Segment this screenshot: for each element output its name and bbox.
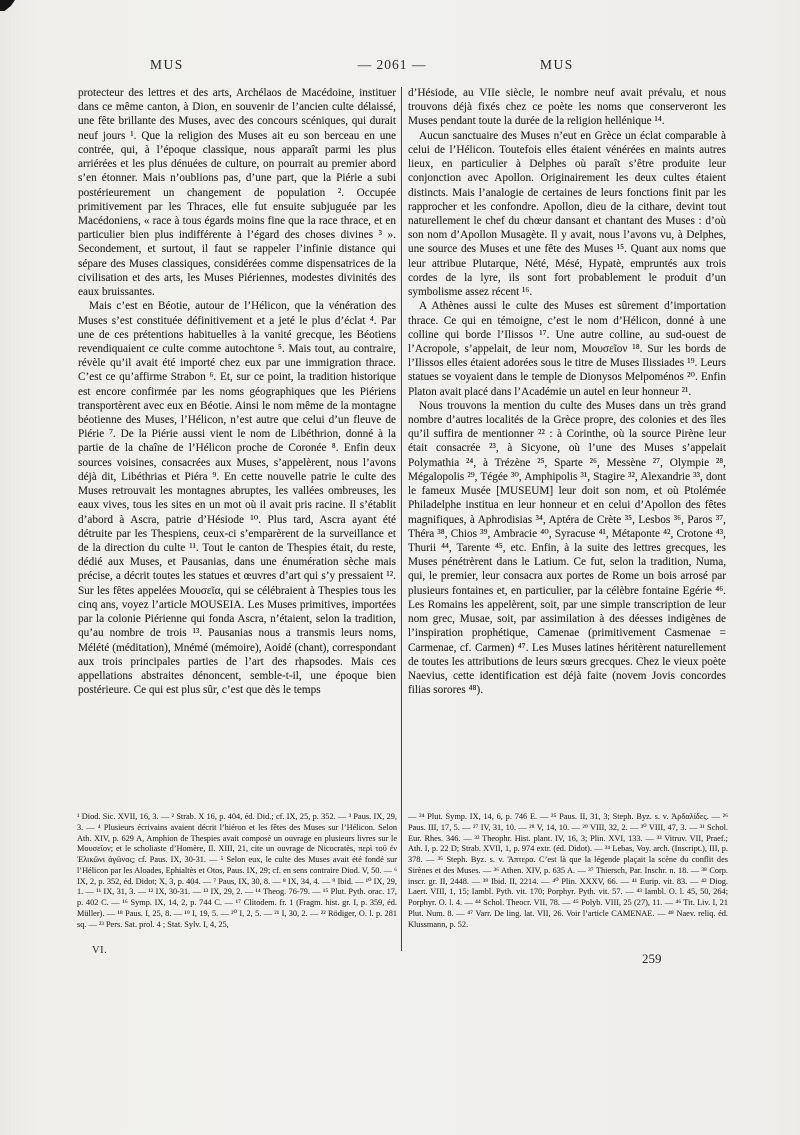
paragraph: d’Hésiode, au VIIe siècle, le nombre neuf avait prévalu, et nous trouvons déjà fixés chez ce poète les noms que conserveront les Muses pendant toute la durée de la religion hellénique ¹⁴.: [408, 87, 726, 128]
paragraph: Mais c’est en Béotie, autour de l’Hélicon, que la vénération des Muses s’est constituée définitivement et a jeté le plus d’éclat ⁴. Par une de ces prétentions habituelles à la vanité grecque, les Béotiens revendiquaient ce culte comme autochtone ⁵. Mais tout, au contraire, révèle qu’il avait été importé chez eux par une immigration thrace. C’est ce qu’affirme Strabon ⁶. Et, sur ce point, la tradition historique est encore confirmée par les noms géographiques que les Piériens transportèrent avec eux en Béotie. Ainsi le nom même de la montagne béotienne des Muses, l’Hélicon, n’est autre que celui d’un fleuve de Piérie ⁷. De la Piérie aussi vient le nom de Libéthrion, donné à la partie de la chaîne de l’Hélicon proche de Coronée ⁸. Enfin deux sources voisines, consacrées aux Muses, s’appelèrent, nous l’avons déjà dit, Libéthrias et Piéra ⁹. En cette nouvelle patrie le culte des Muses retrouvait les montagnes abruptes, les vallées ombreuses, les eaux vives, tous les sites en un mot où il avait pris racine. Il s’établit d’abord à Ascra, patrie d’Hésiode ¹⁰. Plus tard, Ascra ayant été détruite par les Thespiens, ceux-ci s’emparèrent de la surveillance et de la direction du culte ¹¹. Tout le canton de Thespies était, du reste, dédié aux Muses, et Pausanias, dans une énumération sèche mais précise, a décrit toutes les statues et œuvres d’art qui s’y pressaient ¹². Sur les fêtes appelées Μουσεῖα, qui se célébraient à Thespies tous les cinq ans, voyez l’article MOUSEIA. Les Muses primitives, importées par la colonie Piérienne qui fonda Ascra, n’étaient, selon la tradition, qu’au nombre de trois ¹³. Pausanias nous a transmis leurs noms, Mélété (méditation), Mnémé (mémoire), Aoidé (chant), correspondant aux trois principales parties de l’art des rhapsodes. Mais ces appellations abstraites dénoncent, semble-t-il, une époque bien postérieure. Ce qui est plus sûr, c’est que dès le temps: [78, 300, 396, 697]
running-head-left: MUS: [150, 57, 184, 72]
paragraph: A Athènes aussi le culte des Muses est sûrement d’importation thrace. Ce qui en témoigne, c’est le nom d’Hélicon, donné à une colline qui borde l’Ilissos ¹⁷. Une autre colline, au sud-ouest de l’Acropole, s’appelait, de leur nom, Μουσεῖον ¹⁸. Sur les bords de l’Ilissos elles étaient adorées sous le titre de Muses Ilissiades ¹⁹. Leurs statues se voyaient dans le temple de Dionysos Melpoménos ²⁰. Enfin Platon avait placé dans l’Académie un autel en leur honneur ²¹.: [408, 300, 726, 398]
page-number-footer: 259: [642, 951, 662, 966]
paragraph: protecteur des lettres et des arts, Archélaos de Macédoine, instituer dans ce même canton, à Dion, en souvenir de l’ancien culte délaissé, une fête brillante des Muses, avec des concours scéniques, qui durait neuf jours ¹. Que la religion des Muses ait eu son berceau en une contrée, qui, à l’époque classique, nous apparaît parmi les plus arriérées et les plus dénuées de culture, on pourrait au premier abord s’en étonner. Mais n’oublions pas, d’une part, que la Piérie a subi postérieurement un changement de population ². Occupée primitivement par les Thraces, elle fut ensuite subjuguée par les Macédoniens, « race à tous égards moins fine que la race thrace, et en particulier bien plus indifférente à l’égard des choses divines ³ ». Secondement, et surtout, il faut se rappeler l’infinie distance qui sépare des Muses classiques, considérées comme dispensatrices de la civilisation et des arts, les Muses Piériennes, modestes divinités des eaux bruissantes.: [78, 87, 396, 299]
paragraph: Nous trouvons la mention du culte des Muses dans un très grand nombre d’autres localités de la Grèce propre, des colonies et des îles qu’il suffira de mentionner ²² : à Corinthe, où la source Pirène leur était consacrée ²³, à Sicyone, où l’une des Muses s’appelait Polymathia ²⁴, à Trézène ²⁵, Sparte ²⁶, Messène ²⁷, Olympie ²⁸, Mégalopolis ²⁹, Tégée ³⁰, Amphipolis ³¹, Stagire ³², Alexandrie ³³, dont le fameux Musée [MUSEUM] leur doit son nom, et où Ptolémée Philadelphe institua en leur honneur et en celui d’Apollon des fêtes magnifiques, à Aphrodisias ³⁴, Aptéra de Crète ³⁵, Lesbos ³⁶, Paros ³⁷, Théra ³⁸, Chios ³⁹, Ambracie ⁴⁰, Syracuse ⁴¹, Métaponte ⁴², Crotone ⁴³, Thurii ⁴⁴, Tarente ⁴⁵, etc. Enfin, à la suite des lettres grecques, les Muses pénétrèrent dans le Latium. Ce fut, selon la tradition, Numa, qui, le premier, leur consacra aux portes de Rome un bois arrosé par plusieurs fontaines et, en particulier, par la célèbre fontaine Egérie ⁴⁶. Les Romains les appelèrent, soit, par une simple transcription de leur nom grec, Musae, soit, par assimilation à des déesses indigènes de l’inspiration prophétique, Camenae (primitivement Casmenae = Carmenae, cf. Carmen) ⁴⁷. Les Muses latines héritèrent naturellement de toutes les attributions de leurs sœurs grecques. Chez le vieux poète Naevius, cette identification est déjà faite (novem Jovis concordes filias sorores ⁴⁸).: [408, 399, 726, 697]
running-head-right: MUS: [540, 57, 574, 72]
footnotes-right: — ²⁴ Plut. Symp. IX, 14, 6, p. 746 E. — ²⁵ Paus. II, 31, 3; Steph. Byz. s. v. Ἀρδαλίδες. — ²⁶ Paus. III, 17, 5. — ²⁷ IV, 31, 10. — ²⁸ V, 14, 10. — ²⁹ VIII, 32, 2. — ³⁰ VIII, 47, 3. — ³¹ Schol. Eur. Rhes. 346. — ³² Theophr. Hist. plant. IV, 16, 3; Plin. XVI, 133. — ³³ Vitruv. VII, Praef.; Ath. I, p. 22 D; Strab. XVII, 1, p. 974 extr. (éd. Didot). — ³⁴ Lebas, Voy. arch. (Inscript.), III, p. 378. — ³⁵ Steph. Byz. s. v. Ἄπτερα. C’est là que la légende plaçait la scène du conflit des Sirènes et des Muses. — ³⁶ Athen. XIV, p. 635 A. — ³⁷ Thiersch, Par. Inschr. n. 18. — ³⁸ Corp. inscr. gr. II, 2448. — ³⁹ Ibid. II, 2214. — ⁴⁰ Plin. XXXV, 66. — ⁴¹ Eurip. vit. 83. — ⁴² Diog. Laert. VIII, 1, 15; Iambl. Pyth. vit. 170; Porphyr. Pyth. vit. 57. — ⁴³ Iambl. O. l. 45, 50, 264; Porphyr. O. l. 4. — ⁴⁴ Schol. Theocr. VII, 78. — ⁴⁵ Polyb. VIII, 25 (27), 11. — ⁴⁶ Tit. Liv. I, 21 Plut. Num. 8. — ⁴⁷ Varr. De ling. lat. VII, 26. Voir l’article CAMENAE. — ⁴⁸ Naev. reliq. éd. Klussmann, p. 52.: [408, 812, 728, 929]
footnotes-left: ¹ Diod. Sic. XVII, 16, 3. — ² Strab. X 16, p. 404, éd. Did.; cf. IX, 25, p. 352. — ³ Paus. IX, 29, 3. — ⁴ Plusieurs écrivains avaient décrit l’hiéron et les fêtes des Muses sur l’Hélicon. Selon Ath. XIV, p. 629 A, Amphion de Thespies avait composé un ouvrage en plusieurs livres sur le Μουσεῖον; et le scholiaste d’Homère, Il. XIII, 21, cite un ouvrage de Nicocratès, περὶ τοῦ ἐν Ἑλικῶνι ἀγῶνος; cf. Paus. IX, 30-31. — ⁵ Selon eux, le culte des Muses avait été fondé sur l’Hélicon par les Aloades, Ephialtès et Otos, Paus. IX, 29; cf. en sens contraire Diod. V, 50. — ⁶ IX, 2, p. 352, éd. Didot; X, 3, p. 404. — ⁷ Paus, IX, 30, 8. — ⁸ IX, 34, 4. — ⁹ Ibid. — ¹⁰ IX, 29, 1. — ¹¹ IX, 31, 3. — ¹² IX, 30-31. — ¹³ IX, 29, 2. — ¹⁴ Theog. 76-79. — ¹⁵ Plut. Pyth. orac. 17, p. 402 C. — ¹⁶ Symp. IX, 14, 2, p. 744 C. — ¹⁷ Clitodem. fr. 1 (Fragm. hist. gr. I, p. 359, éd. Müller). — ¹⁸ Paus. I, 25, 8. — ¹⁹ I, 19, 5. — ²⁰ I, 2, 5. — ²¹ I, 30, 2. — ²² Rödiger, O. l. p. 281 sq. — ²³ Pers. Sat. prol. 4 ; Stat. Sylv. I, 4, 25,: [77, 812, 397, 929]
gathering-signature-mark: VI.: [92, 945, 108, 956]
running-head-page-number: — 2061 —: [357, 57, 427, 72]
column-divider-rule: [401, 87, 402, 951]
right-text-column: [408, 86, 726, 697]
paragraph: Aucun sanctuaire des Muses n’eut en Grèce un éclat comparable à celui de l’Hélicon. Toutefois elles étaient vénérées en maints autres lieux, en particulier à Delphes où paraît s’être produite leur conjonction avec Apollon. Originairement les deux cultes étaient distincts. Mais l’analogie de certaines de leurs fonctions finit par les rapprocher et les confondre. Apollon, dieu de la cithare, devint tout naturellement le chef du chœur dansant et chantant des Muses : d’où son nom d’Apollon Musagète. Il y avait, nous l’avons vu, à Delphes, une source des Muses et une fête des Muses ¹⁵. Quant aux noms que leur attribue Plutarque, Nété, Mésé, Hypatè, empruntés aux trois cordes de la lyre, ils sont fort probablement le produit d’un symbolisme assez récent ¹⁶.: [408, 129, 726, 299]
left-text-column: [78, 86, 396, 697]
scan-corner-artifact: [0, 0, 15, 11]
